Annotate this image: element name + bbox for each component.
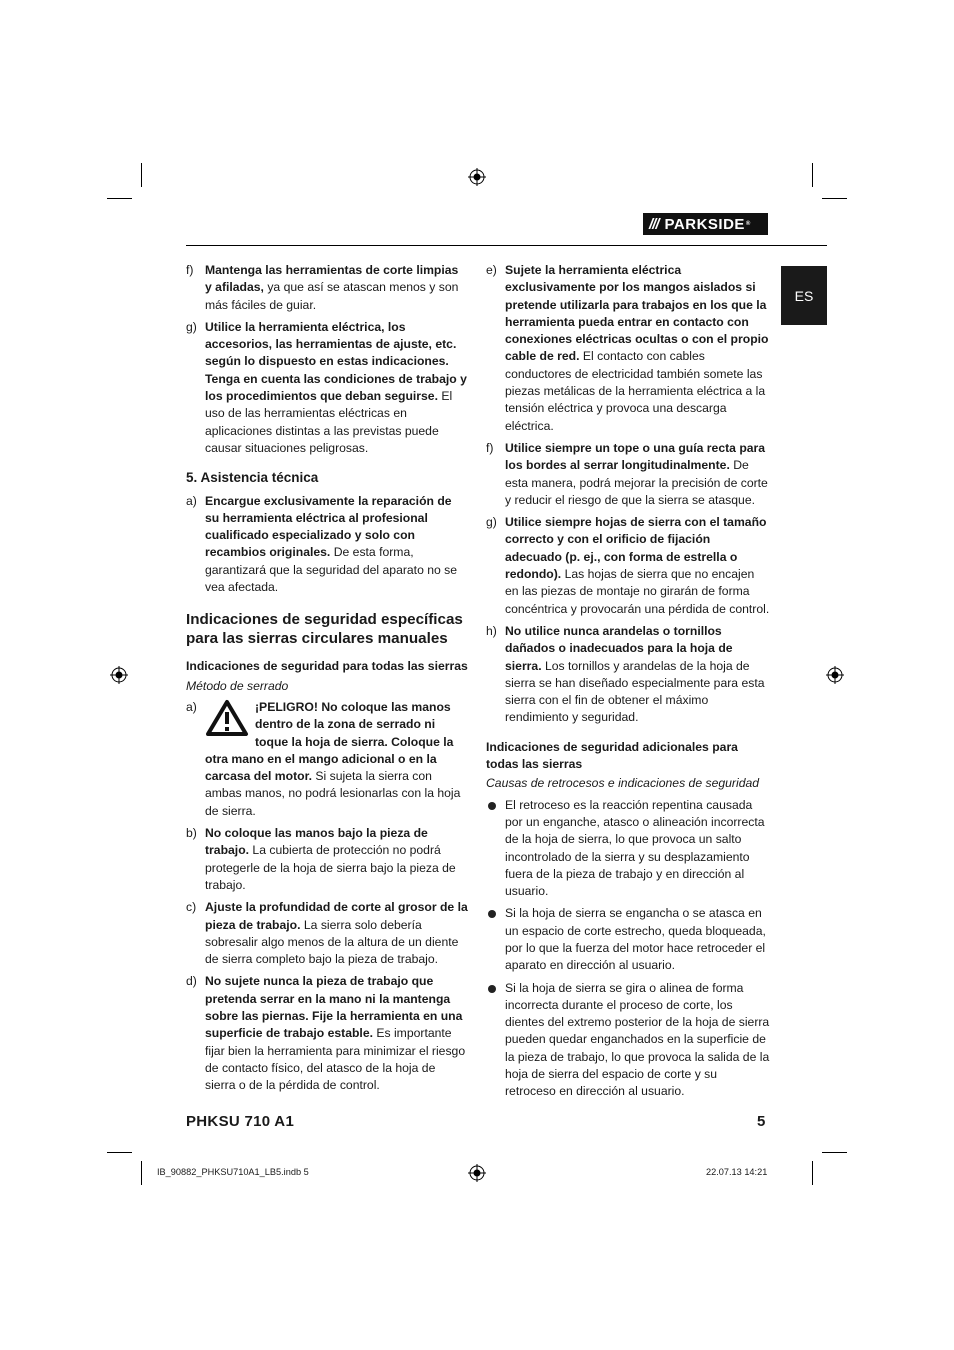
list-item-e: e) Sujete la herramienta eléctrica exclusivamente por los mangos aislados si pretende utilizarla para trabajos en los que la herramienta pueda entrar en contacto con conexiones eléctricas ocultas o con el propio cable de red. El contacto con cables conductores de electricidad también somete las piezas metálicas de la herramienta eléctrica a la tensión eléctrica y provoca una descarga eléctrica.: [486, 263, 769, 433]
bullet-icon: [488, 910, 496, 918]
registration-mark-icon: [110, 666, 128, 684]
list-item-a5: a) Encargue exclusivamente la reparación de su herramienta eléctrica al profesional cualificado especializado y solo con recambios originales. De esta forma, garantizará que la seguridad del aparato no se vea afectada.: [186, 493, 458, 595]
bullet-icon: [488, 802, 496, 810]
major-heading: Indicaciones de seguridad específicas para las sierras circulares manuales: [186, 611, 463, 648]
list-item-f: f) Utilice siempre un tope o una guía recta para los bordes al serrar longitudinalmente. De esta manera, podrá mejorar la precisión de corte y reducir el riesgo de que la sierra se atasque.: [486, 440, 768, 507]
list-item-c: c) Ajuste la profundidad de corte al grosor de la pieza de trabajo. La sierra solo debería sobresalir algo menos de la altura de un diente de sierra completo bajo la pieza de trabajo.: [186, 900, 468, 967]
crop-mark: [141, 1161, 142, 1185]
brand-logo: /// PARKSIDE ®: [643, 213, 768, 235]
crop-mark: [141, 163, 142, 187]
left-column: [186, 262, 468, 1094]
list-item-h: h) No utilice nunca arandelas o tornillos dañados o inadecuados para la hoja de sierra. Los tornillos y arandelas de la hoja de sierra se han diseñado especialmente para esta sierra con el fin de obtener el máximo rendimiento y seguridad.: [486, 623, 765, 725]
print-date-info: 22.07.13 14:21: [706, 1167, 768, 1177]
causes-heading: Causas de retrocesos e indicaciones de seguridad: [486, 776, 760, 791]
brand-name: PARKSIDE: [664, 215, 745, 233]
list-item-f: f) Mantenga las herramientas de corte limpias y afiladas, ya que así se atascan menos y son más fáciles de guiar.: [186, 263, 459, 312]
footer-model: PHKSU 710 A1: [186, 1113, 295, 1130]
list-item-b: b) No coloque las manos bajo la pieza de trabajo. La cubierta de protección no podrá protegerle de la hoja de sierra bajo la pieza de trabajo.: [186, 826, 456, 892]
crop-mark: [812, 163, 813, 187]
registration-mark-icon: [826, 666, 844, 684]
crop-mark: [822, 198, 847, 199]
warning-triangle-icon: [205, 699, 249, 737]
print-file-info: IB_90882_PHKSU710A1_LB5.indb 5: [157, 1167, 309, 1177]
bullet-icon: [488, 985, 496, 993]
right-column: [486, 262, 770, 1101]
section-heading: 5. Asistencia técnica: [186, 470, 319, 486]
list-item-d: d) No sujete nunca la pieza de trabajo que pretenda serrar en la mano ni la mantenga sobre las piernas. Fije la herramienta en una superficie de trabajo estable. Es importante fijar bien la herramienta para minimizar el riesgo de contacto físico, del atasco de la hoja de sierra o de la pérdida de control.: [186, 974, 466, 1093]
page-number: 5: [757, 1113, 766, 1130]
language-tab: ES: [781, 266, 827, 325]
crop-mark: [812, 1161, 813, 1185]
list-item-g: g) Utilice la herramienta eléctrica, los accesorios, las herramientas de ajuste, etc. según lo dispuesto en estas indicaciones. Tenga en cuenta las condiciones de trabajo y los procedimientos que deban seguirse. El uso de las herramientas eléctricas en aplicaciones distintas a las previstas puede causar situaciones peligrosas.: [186, 319, 467, 455]
sub-heading: Indicaciones de seguridad para todas las sierras: [186, 659, 468, 674]
crop-mark: [107, 198, 132, 199]
list-item: El retroceso es la reacción repentina causada por un enganche, atasco o alineación incorrecta de la hoja de sierra, lo que provoca un salto incontrolado de la sierra y su desplazamiento fuera de la pieza de trabajo y en dirección al usuario.: [486, 797, 770, 901]
list-item: Si la hoja de sierra se gira o alinea de forma incorrecta durante el proceso de corte, los dientes del extremo posterior de la hoja de sierra pueden quedar enganchados en la superficie de la pieza de trabajo, lo que provoca la salida de la hoja de sierra del espacio de corte y su retroceso en dirección al usuario.: [486, 980, 770, 1101]
list-item-g: g) Utilice siempre hojas de sierra con el tamaño correcto y con el orificio de fijación adecuado (p. ej., con forma de estrella o redondo). Las hojas de sierra que no encajen en las piezas de montaje no girarán de forma concéntrica y provocarán una pérdida de control.: [486, 515, 770, 616]
brand-reg-mark: ®: [745, 221, 751, 227]
registration-mark-icon: [468, 1164, 486, 1182]
method-heading: Método de serrado: [186, 678, 289, 693]
registration-mark-icon: [468, 168, 486, 186]
list-item: Si la hoja de sierra se engancha o se atasca en un espacio de corte estrecho, queda bloqueada, por lo que la fuerza del motor hace retroceder el aparato en dirección al usuario.: [486, 905, 770, 974]
crop-mark: [822, 1152, 847, 1153]
sub-heading: Indicaciones de seguridad adicionales para todas las sierras: [486, 739, 738, 772]
crop-mark: [107, 1152, 132, 1153]
header-rule: [186, 245, 827, 246]
list-item-a: a) ¡PELIGRO! No coloque las manos dentro de la zona de serrado ni toque la hoja de sierra. Coloque la otra mano en el mango adicional o en la carcasa del motor. Si sujeta la sierra con ambas manos, no podrá lesionarlas con la hoja de sierra.: [186, 699, 461, 818]
